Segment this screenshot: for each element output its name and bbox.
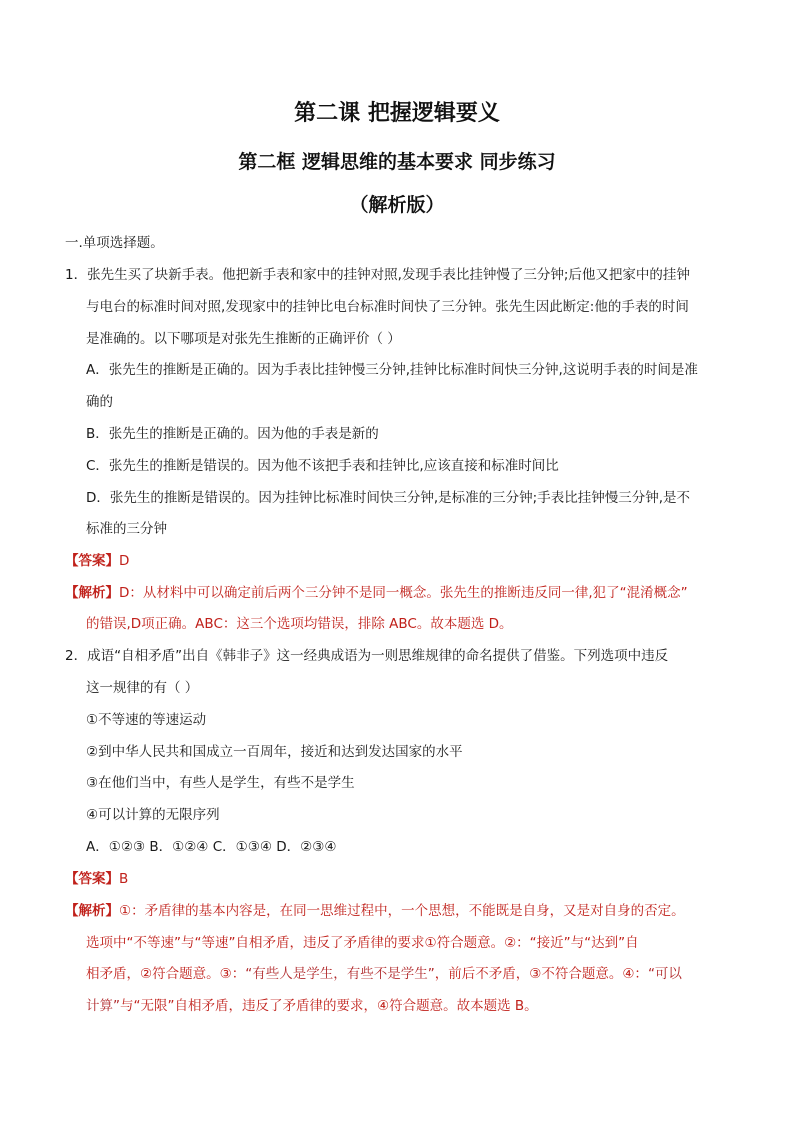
q2-answer-value: B bbox=[119, 871, 129, 887]
q2-analysis-text-3c: ，前后不矛盾，③不符合题意。④： bbox=[434, 966, 648, 982]
analysis-tag: 【解析】 bbox=[65, 585, 119, 601]
q2-analysis-quote-3: “有些人是学生，有些不是学生” bbox=[245, 966, 435, 982]
q1-stem-line-2: 与电台的标准时间对照,发现家中的挂钟比电台标准时间快了三分钟。张先生因此断定:他的手表的时间 bbox=[86, 299, 689, 315]
q2-item-3: ③在他们当中，有些人是学生，有些不是学生 bbox=[86, 775, 355, 791]
q1-option-d-line-2: 标准的三分钟 bbox=[86, 521, 167, 537]
q2-item-2: ②到中华人民共和国成立一百周年，接近和达到发达国家的水平 bbox=[86, 744, 463, 760]
q2-item-4: ④可以计算的无限序列 bbox=[86, 807, 220, 823]
q1-option-a-line-1: A．张先生的推断是正确的。因为手表比挂钟慢三分钟,挂钟比标准时间快三分钟,这说明手表的时间是准 bbox=[86, 362, 698, 378]
version-label: （解析版） bbox=[349, 194, 445, 216]
q1-stem-line-3: 是准确的。以下哪项是对张先生推断的正确评价（ ） bbox=[86, 331, 401, 347]
section-heading: 一.单项选择题。 bbox=[65, 235, 164, 251]
q2-analysis-text-4: 与“无限”自相矛盾，违反了矛盾律的要求，④符合题意。故本题选 B。 bbox=[120, 998, 538, 1014]
q1-analysis-line-1 bbox=[65, 583, 688, 603]
lesson-subtitle: 第二框 逻辑思维的基本要求 同步练习 bbox=[238, 151, 556, 173]
q1-analysis-line-2: 的错误,D项正确。ABC：这三个选项均错误，排除 ABC。故本题选 D。 bbox=[86, 616, 513, 632]
q2-item-1: ①不等速的等速运动 bbox=[86, 712, 207, 728]
q2-stem-line-1: 2．成语“自相矛盾”出自《韩非子》这一经典成语为一则思维规律的命名提供了借鉴。下列选项中违反 bbox=[65, 648, 669, 664]
q2-answer-line bbox=[65, 869, 128, 889]
q2-options: A．①②③ B．①②④ C．①③④ D．②③④ bbox=[86, 839, 337, 855]
lesson-title: 第二课 把握逻辑要义 bbox=[294, 100, 500, 126]
q2-stem-line-2: 这一规律的有（ ） bbox=[86, 680, 199, 696]
answer-tag: 【答案】 bbox=[65, 871, 119, 887]
q2-analysis-quote-4a: “可以 bbox=[647, 966, 682, 982]
q2-analysis-line-3 bbox=[86, 964, 682, 984]
q1-option-a-line-2: 确的 bbox=[86, 394, 113, 410]
q1-option-c: C．张先生的推断是错误的。因为他不该把手表和挂钟比,应该直接和标准时间比 bbox=[86, 458, 559, 474]
q1-option-b: B．张先生的推断是正确的。因为他的手表是新的 bbox=[86, 426, 379, 442]
q2-analysis-line-1 bbox=[65, 901, 685, 921]
q2-analysis-line-4 bbox=[86, 996, 538, 1016]
q1-answer-value: D bbox=[119, 553, 130, 569]
q2-analysis-text-1: ①：矛盾律的基本内容是，在同一思维过程中，一个思想，不能既是自身，又是对自身的否定。 bbox=[119, 903, 685, 919]
q1-option-d-line-1: D．张先生的推断是错误的。因为挂钟比标准时间快三分钟,是标准的三分钟;手表比挂钟慢三分钟,是不 bbox=[86, 490, 691, 506]
q1-analysis-text-1: D：从材料中可以确定前后两个三分钟不是同一概念。张先生的推断违反同一律,犯了“混淆概念” bbox=[119, 585, 688, 601]
q1-answer-line bbox=[65, 551, 129, 571]
q2-analysis-line-2: 选项中“不等速”与“等速”自相矛盾，违反了矛盾律的要求①符合题意。②：“接近”与“达到”自 bbox=[86, 935, 639, 951]
q2-analysis-quote-4b: 计算” bbox=[86, 998, 120, 1014]
answer-tag: 【答案】 bbox=[65, 553, 119, 569]
analysis-tag: 【解析】 bbox=[65, 903, 119, 919]
q2-analysis-text-3a: 相矛盾，②符合题意。③： bbox=[86, 966, 246, 982]
q1-stem-line-1: 1．张先生买了块新手表。他把新手表和家中的挂钟对照,发现手表比挂钟慢了三分钟;后他又把家中的挂钟 bbox=[65, 267, 690, 283]
